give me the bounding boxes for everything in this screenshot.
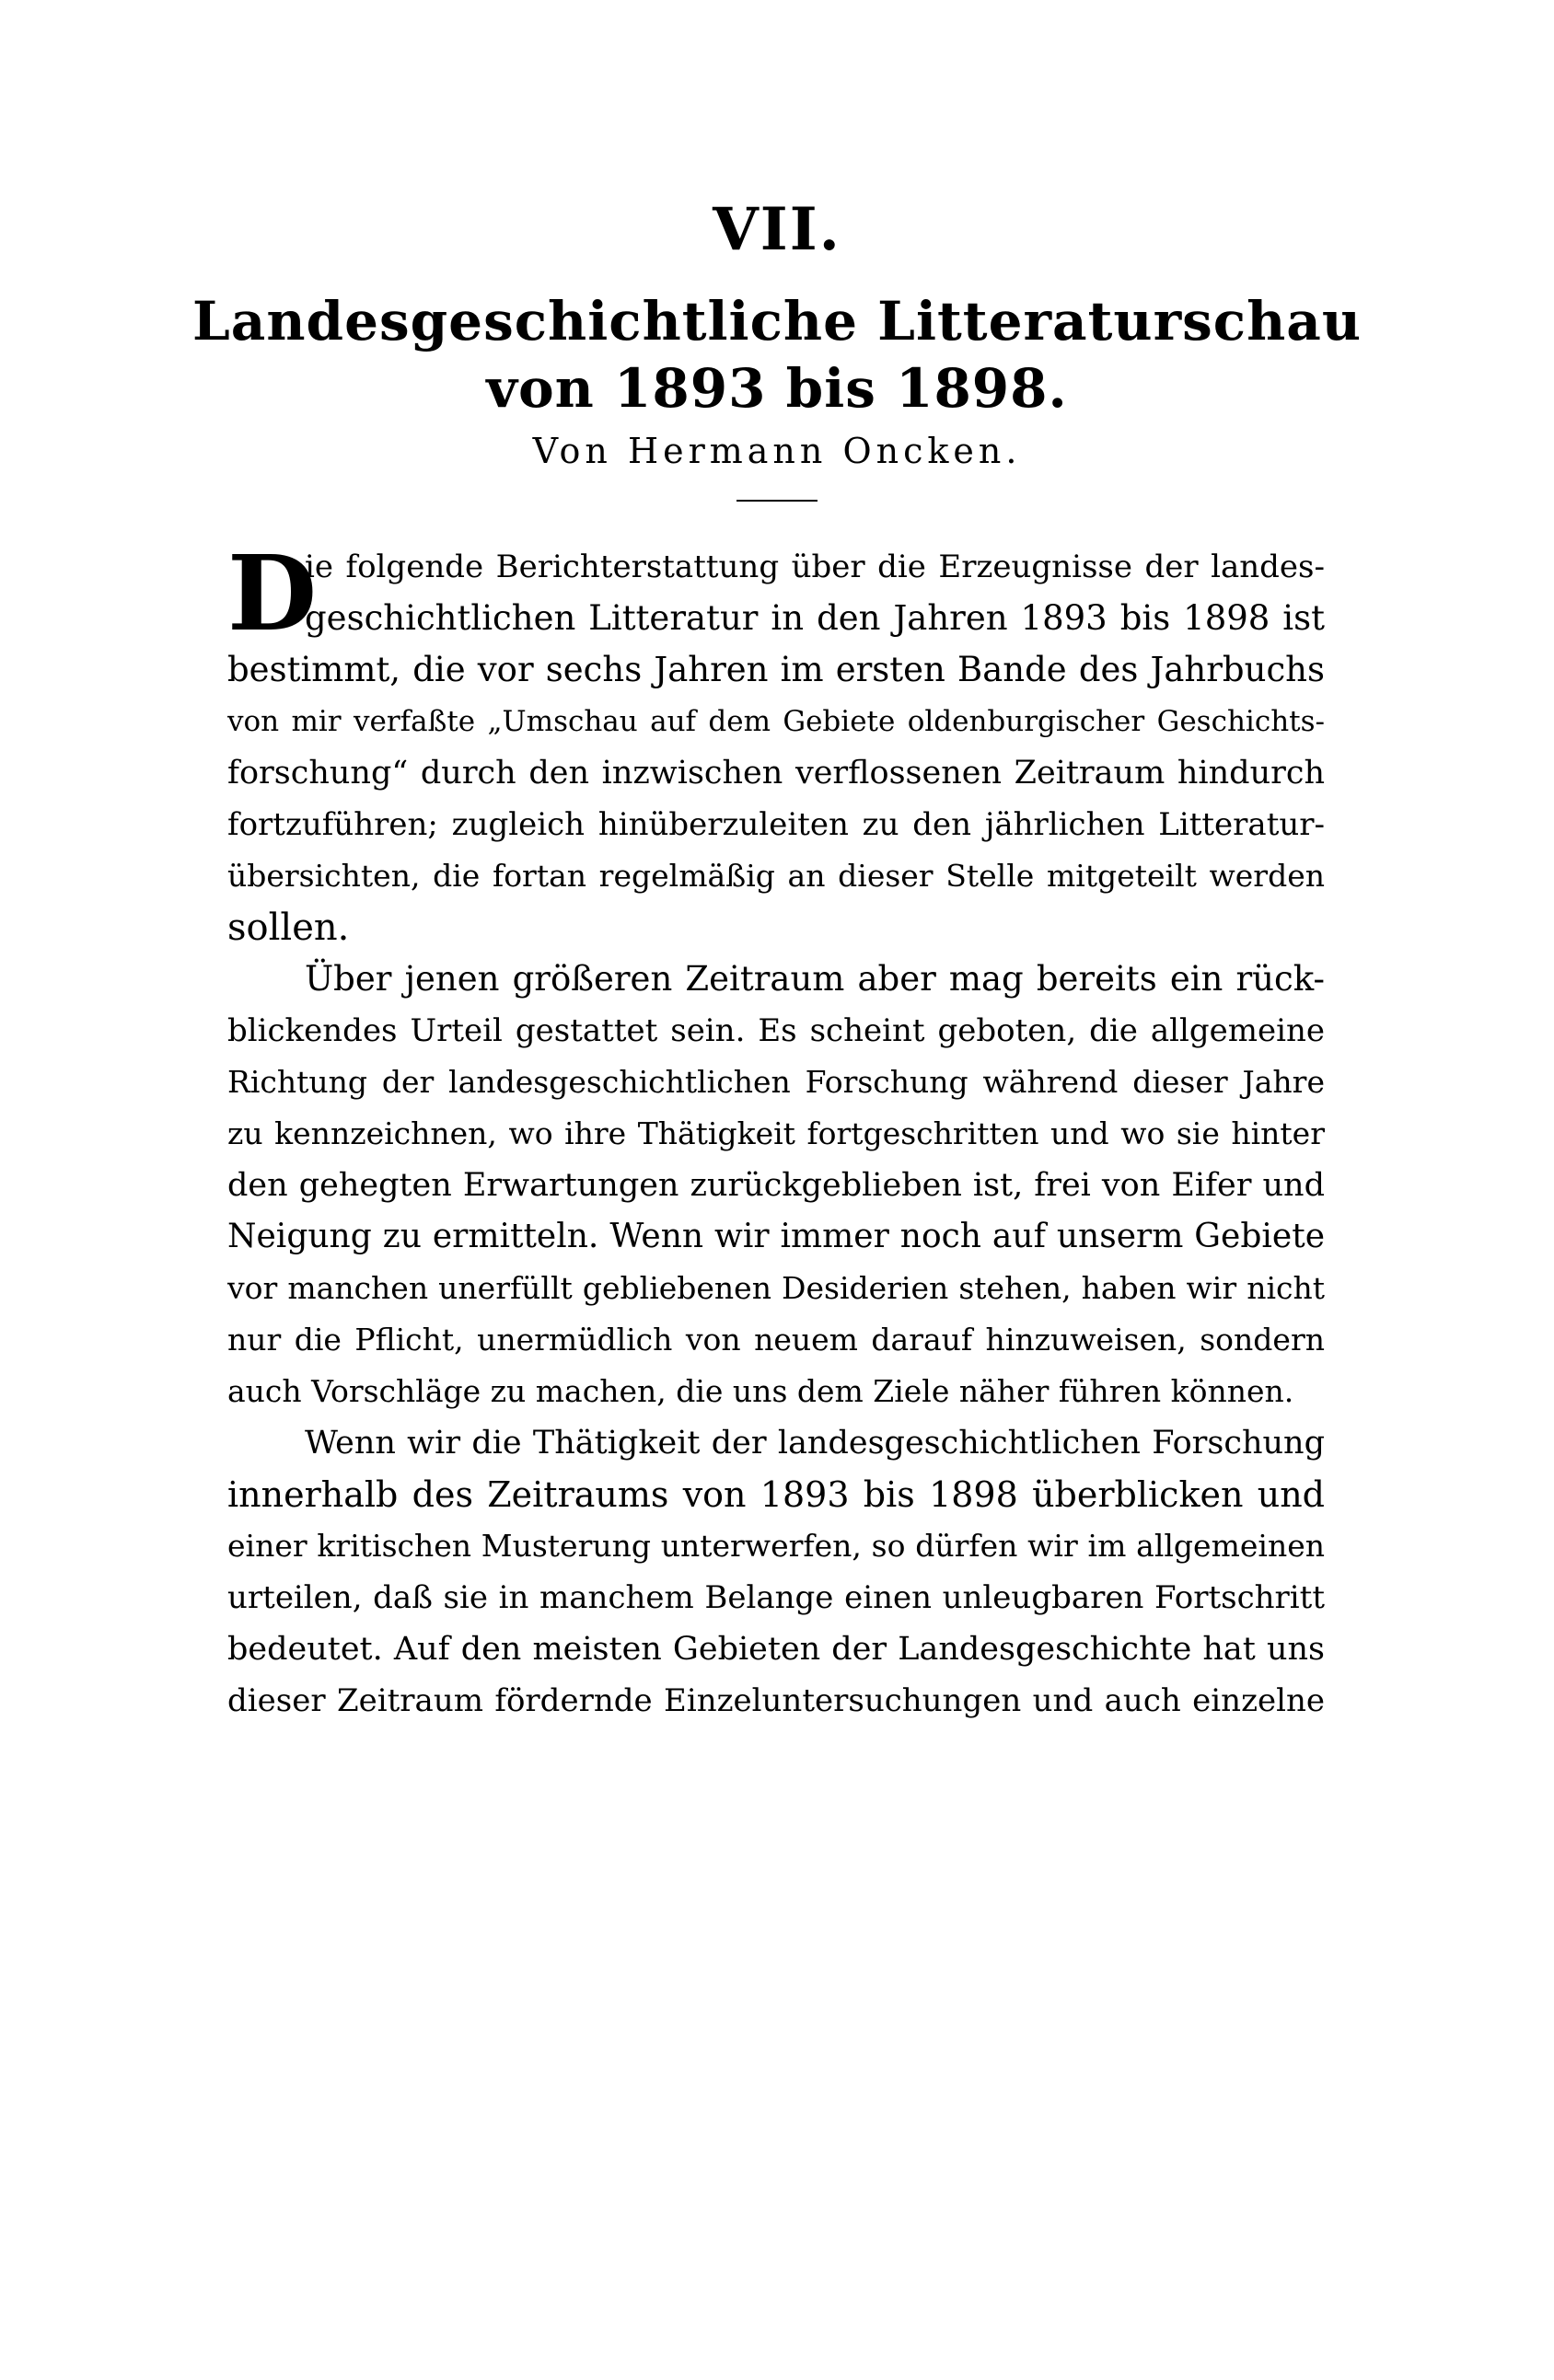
text-line: ie folgende Berichterstattung über die Erzeugnisse der landes-: [305, 549, 1325, 585]
text-line: zu kennzeichnen, wo ihre Thätigkeit fortgeschritten und wo sie hinter: [227, 1115, 1325, 1151]
drop-cap-initial: D: [227, 534, 318, 654]
text-line: einer kritischen Musterung unterwerfen, so dürfen wir im allgemeinen: [227, 1528, 1325, 1564]
text-line: übersichten, die fortan regelmäßig an dieser Stelle mitgeteilt werden: [227, 858, 1325, 894]
text-line: Neigung zu ermitteln. Wenn wir immer noch auf unserm Gebiete: [227, 1218, 1325, 1255]
text-line: Wenn wir die Thätigkeit der landesgeschichtlichen Forschung: [305, 1425, 1325, 1462]
text-line: geschichtlichen Litteratur in den Jahren 1893 bis 1898 ist: [305, 598, 1325, 638]
chapter-number: VII.: [713, 195, 841, 264]
title-divider: [736, 500, 818, 502]
text-line: blickendes Urteil gestattet sein. Es scheint geboten, die allgemeine: [227, 1012, 1325, 1049]
text-line: Über jenen größeren Zeitraum aber mag bereits ein rück-: [305, 959, 1325, 999]
text-line: nur die Pflicht, unermüdlich von neuem darauf hinzuweisen, sondern: [227, 1322, 1325, 1358]
text-line: von mir verfaßte „Umschau auf dem Gebiete oldenburgischer Geschichts-: [227, 705, 1325, 738]
text-line: vor manchen unerfüllt gebliebenen Desiderien stehen, haben wir nicht: [227, 1270, 1325, 1306]
text-line: urteilen, daß sie in manchem Belange einen unleugbaren Fortschritt: [227, 1579, 1325, 1616]
text-line: bestimmt, die vor sechs Jahren im ersten Bande des Jahrbuchs: [227, 650, 1325, 689]
chapter-title-line-2: von 1893 bis 1898.: [486, 357, 1068, 420]
text-line: auch Vorschläge zu machen, die uns dem Ziele näher führen können.: [227, 1373, 1294, 1409]
text-line: bedeutet. Auf den meisten Gebieten der Landesgeschichte hat uns: [227, 1631, 1325, 1668]
chapter-title-line-1: Landesgeschichtliche Litteraturschau: [191, 290, 1363, 352]
text-line: forschung“ durch den inzwischen verflossenen Zeitraum hindurch: [227, 755, 1325, 791]
author-byline: Von Hermann Oncken.: [532, 431, 1022, 471]
text-line: Richtung der landesgeschichtlichen Forschung während dieser Jahre: [227, 1064, 1325, 1100]
text-line: innerhalb des Zeitraums von 1893 bis 1898 überblicken und: [227, 1474, 1325, 1515]
text-line: dieser Zeitraum fördernde Einzeluntersuchungen und auch einzelne: [227, 1682, 1325, 1719]
text-line: den gehegten Erwartungen zurückgeblieben ist, frei von Eifer und: [227, 1167, 1325, 1204]
text-line: fortzuführen; zugleich hinüberzuleiten zu den jährlichen Litteratur-: [227, 806, 1325, 843]
text-line: sollen.: [227, 907, 350, 949]
